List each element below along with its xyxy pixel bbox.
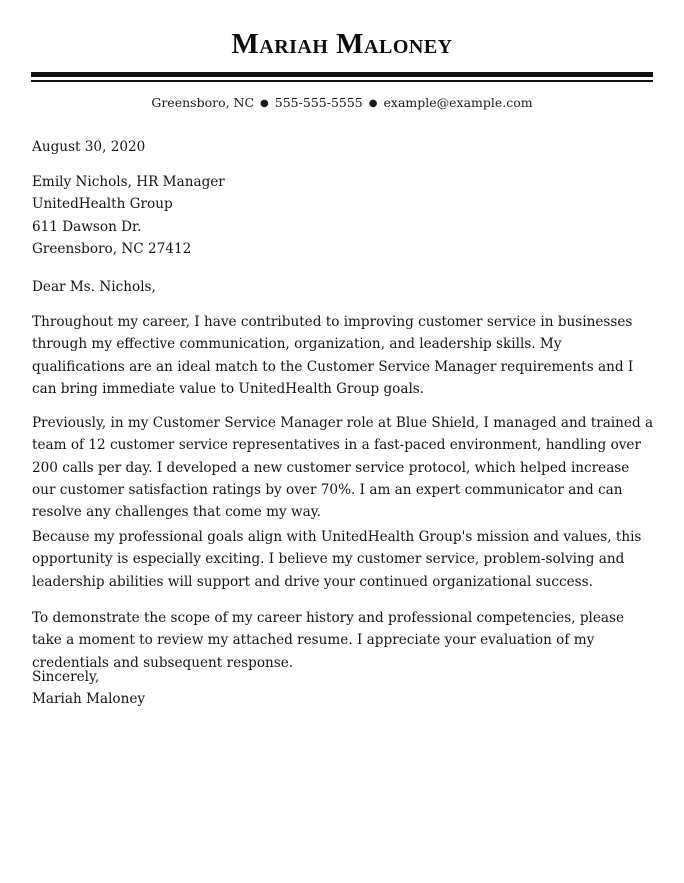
closing-block bbox=[32, 666, 656, 711]
body-paragraph-3 bbox=[32, 526, 656, 593]
header-rule-thick bbox=[31, 72, 653, 77]
paragraph-text: Throughout my career, I have contributed to improving customer service in businesses through my effective communication, organization, and leadership skills. My qualifications are an ideal match to the Customer Service Manager requirements and I can bring immediate value to UnitedHealth Group goals. bbox=[32, 314, 634, 397]
recipient-street: 611 Dawson Dr. bbox=[32, 218, 142, 235]
letter-date: August 30, 2020 bbox=[32, 139, 146, 155]
bullet-separator-icon: ● bbox=[260, 98, 269, 109]
recipient-name-title: Emily Nichols, HR Manager bbox=[32, 174, 225, 190]
paragraph-text: Previously, in my Customer Service Manager role at Blue Shield, I managed and trained a team of 12 customer service representatives in a fast-paced environment, handling over 200 calls per day. I developed a new customer service protocol, which helped increase our customer satisfaction ratings by over 70%. I am an expert communicator and can resolve any challenges that come my way. bbox=[32, 415, 654, 521]
contact-email: example@example.com bbox=[383, 95, 533, 110]
signature-name: Mariah Maloney bbox=[32, 691, 146, 708]
body-paragraph-1 bbox=[32, 311, 656, 400]
bullet-separator-icon: ● bbox=[368, 98, 378, 109]
salutation: Dear Ms. Nichols, bbox=[32, 279, 156, 295]
header-rule-thin bbox=[31, 80, 653, 82]
recipient-address-block bbox=[32, 171, 656, 260]
closing-phrase: Sincerely, bbox=[32, 669, 100, 685]
contact-line bbox=[0, 95, 684, 110]
body-paragraph-4 bbox=[32, 607, 656, 674]
applicant-name-heading: Mariah Maloney bbox=[231, 28, 453, 60]
paragraph-text: To demonstrate the scope of my career history and professional competencies, please take a moment to review my attached resume. I appreciate your evaluation of my credentials and subsequent response. bbox=[32, 610, 625, 671]
body-paragraph-2 bbox=[32, 412, 656, 523]
contact-phone: 555-555-5555 bbox=[274, 95, 363, 110]
contact-city: Greensboro, NC bbox=[151, 95, 255, 110]
paragraph-text: Because my professional goals align with UnitedHealth Group's mission and values, this opportunity is especially exciting. I believe my customer service, problem-solving and leadership abilities will support and drive your continued organizational success. bbox=[32, 529, 642, 590]
recipient-city-state-zip: Greensboro, NC 27412 bbox=[32, 240, 192, 257]
recipient-company: UnitedHealth Group bbox=[32, 196, 173, 213]
